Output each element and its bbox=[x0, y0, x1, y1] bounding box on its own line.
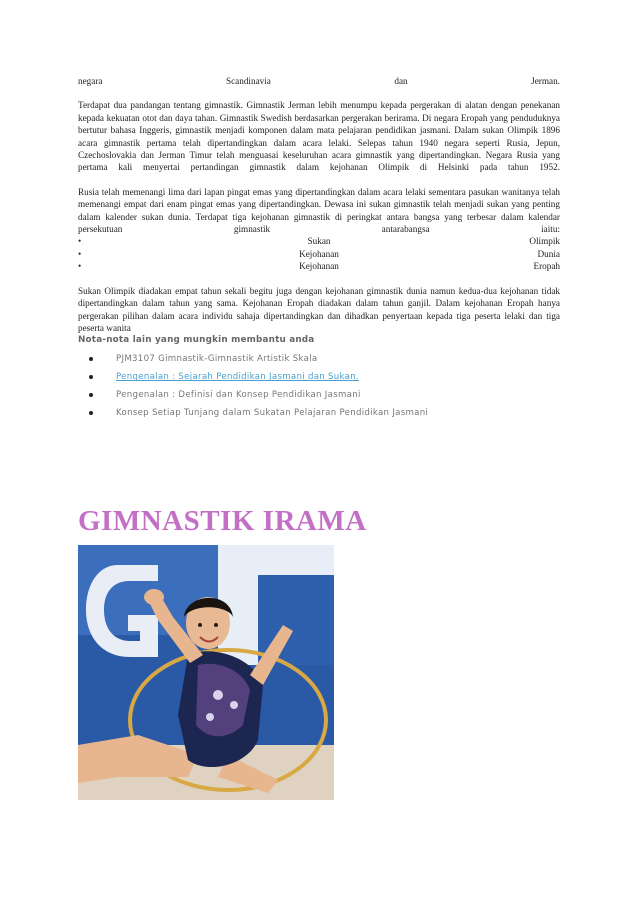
gymnast-photo bbox=[78, 545, 334, 800]
note-label: Pengenalan : Definisi dan Konsep Pendidikan Jasmani bbox=[116, 390, 361, 401]
top-word-3: dan bbox=[394, 76, 408, 86]
top-word-1: negara bbox=[78, 76, 103, 86]
note-item-4[interactable] bbox=[78, 404, 560, 422]
list-mid: Kejohanan bbox=[299, 261, 339, 272]
list-bullet: • bbox=[78, 261, 82, 272]
note-label: PJM3107 Gimnastik-Gimnastik Artistik Skala bbox=[116, 354, 318, 365]
list-mid: Sukan bbox=[307, 236, 331, 247]
note-link[interactable]: Pengenalan : Sejarah Pendidikan Jasmani dan Sukan. bbox=[116, 372, 360, 383]
section-title: GIMNASTIK IRAMA bbox=[78, 505, 367, 537]
paragraph-3: Sukan Olimpik diadakan empat tahun sekali begitu juga dengan kejohanan gimnastik dunia namun kedua-dua kejohanan tidak dipertandingkan dalam tahun yang sama. Kejohanan Eropah diadakan dalam tahun ganjil. Dalam kejohanan Eropah hanya pergerakan pilihan dalam acara individu sahaja dipertandingkan dan dihadkan penyertaan kepada tiga peserta lelaki dan tiga peserta wanita bbox=[78, 285, 560, 333]
list-bullet: • bbox=[78, 248, 82, 259]
list-item bbox=[78, 260, 560, 272]
top-line bbox=[78, 75, 560, 87]
list-item bbox=[78, 235, 560, 247]
note-item-3[interactable] bbox=[78, 386, 560, 404]
note-item-2[interactable] bbox=[78, 368, 560, 386]
bullet-icon bbox=[89, 411, 93, 415]
list-right: Dunia bbox=[537, 248, 560, 259]
list-item bbox=[78, 248, 560, 260]
paragraph-1: Terdapat dua pandangan tentang gimnastik. Gimnastik Jerman lebih menumpu kepada pergerakan di alatan dengan penekanan kepada kekuatan otot dan daya tahan. Gimnastik Swedish berdasarkan pergerakan berirama. Di negara Eropah yang penduduknya bertutur bahasa Inggeris, gimnastik menjadi komponen dalam mata pelajaran pendidikan jasmani. Dalam sukan Olimpik 1896 acara gimnastik pertama telah dipertandingkan dalam acara lelaki. Selepas tahun 1940 negara seperti Rusia, Jepun, Czechoslovakia dan Jerman Timur telah menguasai keseluruhan acara gimnastik yang dipertandingkan. Negara Rusia yang pertama kali menyertai pertandingan gimnastik dalam kejohanan Olimpik di Helsinki pada tahun 1952. bbox=[78, 100, 560, 173]
note-label: Konsep Setiap Tunjang dalam Sukatan Pelajaran Pendidikan Jasmani bbox=[116, 408, 429, 419]
top-word-4: Jerman. bbox=[531, 76, 560, 86]
bullet-icon bbox=[89, 357, 93, 361]
top-word-2: Scandinavia bbox=[225, 76, 271, 86]
note-item-1[interactable] bbox=[78, 350, 560, 368]
article-body bbox=[78, 75, 560, 422]
notes-list bbox=[78, 350, 560, 422]
list-right: Olimpik bbox=[529, 236, 560, 247]
list-mid: Kejohanan bbox=[299, 248, 339, 259]
bullet-icon bbox=[89, 393, 93, 397]
list-bullet: • bbox=[78, 236, 82, 247]
notes-heading: Nota-nota lain yang mungkin membantu anda bbox=[78, 335, 315, 346]
paragraph-2: Rusia telah memenangi lima dari lapan pingat emas yang dipertandingkan dalam acara lelaki sementara pasukan wanitanya telah memenangi empat dari enam pingat emas yang dipertandingkan. Dewasa ini sukan gimnastik telah menjadi sukan yang penting dalam kalender sukan dunia. Terdapat tiga kejohanan gimnastik di peringkat antara bangsa yang terbesar dalam kalendar persekutuan gimnastik antarabangsa iaitu: bbox=[78, 186, 560, 235]
list-right: Eropah bbox=[533, 261, 560, 272]
bullet-icon bbox=[89, 375, 93, 379]
